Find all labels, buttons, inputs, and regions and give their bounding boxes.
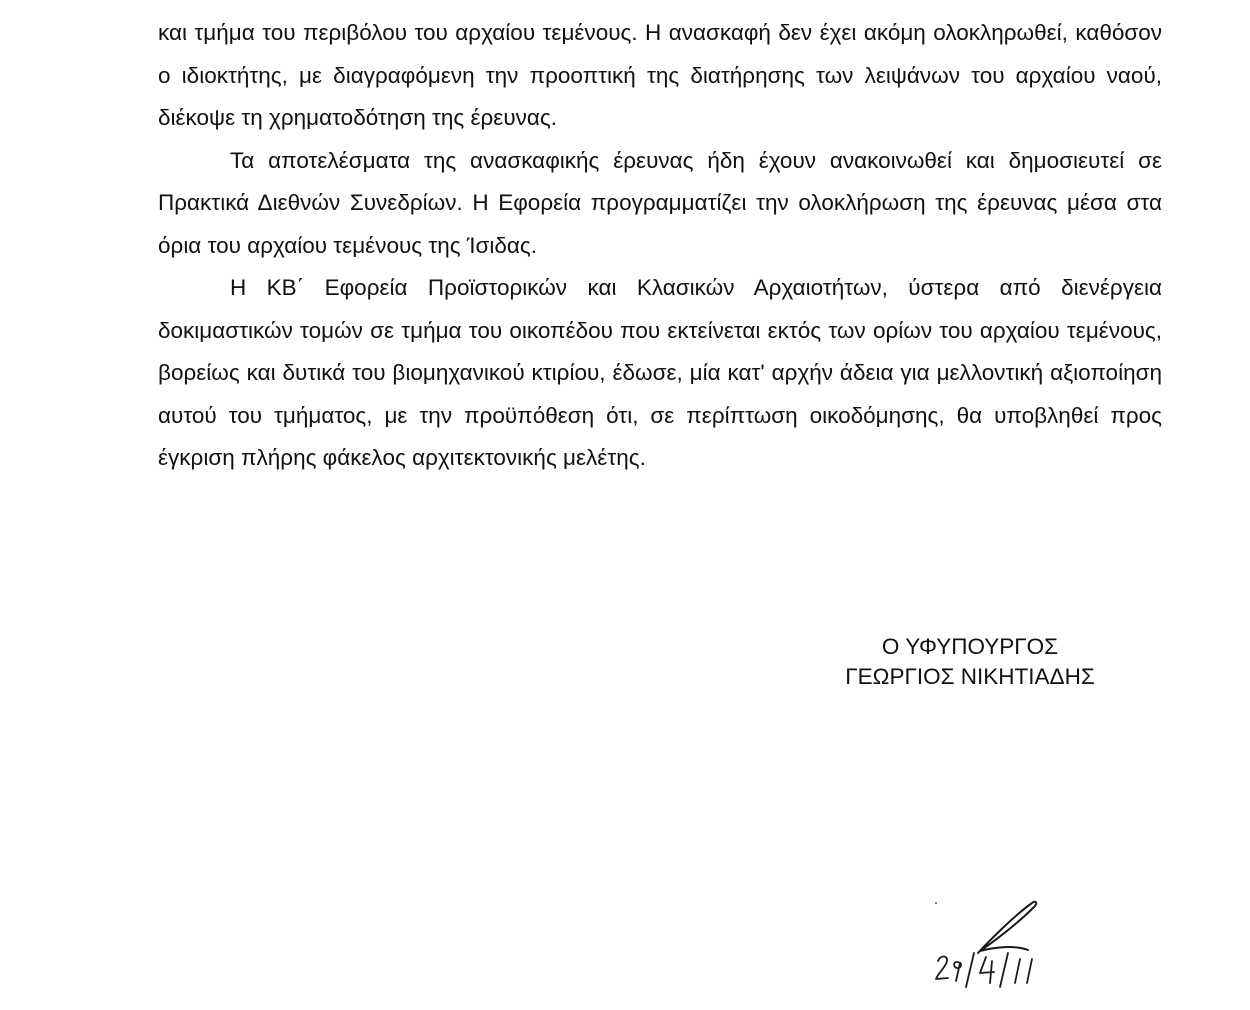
signature-block xyxy=(810,632,1130,692)
document-body xyxy=(158,12,1162,480)
handwritten-signature xyxy=(920,895,1060,995)
signatory-name: ΓΕΩΡΓΙΟΣ ΝΙΚΗΤΙΑΔΗΣ xyxy=(845,664,1095,689)
signatory-title: Ο ΥΦΥΠΟΥΡΓΟΣ xyxy=(881,634,1059,659)
paragraph-research-results: Τα αποτελέσματα της ανασκαφικής έρευνας ήδη έχουν ανακοινωθεί και δημοσιευτεί σε Πρακτικά Διεθνών Συνεδρίων. Η Εφορεία προγραμματίζει την ολοκλήρωση της έρευνας μέσα στα όρια του αρχαίου τεμένους της Ίσιδας. xyxy=(158,147,1162,258)
paragraph-continuation: και τμήμα του περιβόλου του αρχαίου τεμένους. Η ανασκαφή δεν έχει ακόμη ολοκληρωθεί, καθόσον ο ιδιοκτήτης, με διαγραφόμενη την προοπτική της διατήρησης των λειψάνων του αρχαίου ναού, διέκοψε τη χρηματοδότηση της έρευνας. xyxy=(158,20,1162,130)
paragraph-ephorate-permit: Η ΚΒ΄ Εφορεία Προϊστορικών και Κλασικών Αρχαιοτήτων, ύστερα από διενέργεια δοκιμαστικών τομών σε τμήμα του οικοπέδου που εκτείνεται εκτός των ορίων του αρχαίου τεμένους, βορείως και δυτικά του βιομηχανικού κτιρίου, έδωσε, μία κατ' αρχήν άδεια για μελλοντική αξιοποίηση αυτού του τμήματος, με την προϋπόθεση ότι, σε περίπτωση οικοδόμησης, θα υποβληθεί προς έγκριση πλήρης φάκελος αρχιτεκτονικής μελέτης. xyxy=(158,275,1162,470)
signature-mark-icon xyxy=(920,895,1060,995)
